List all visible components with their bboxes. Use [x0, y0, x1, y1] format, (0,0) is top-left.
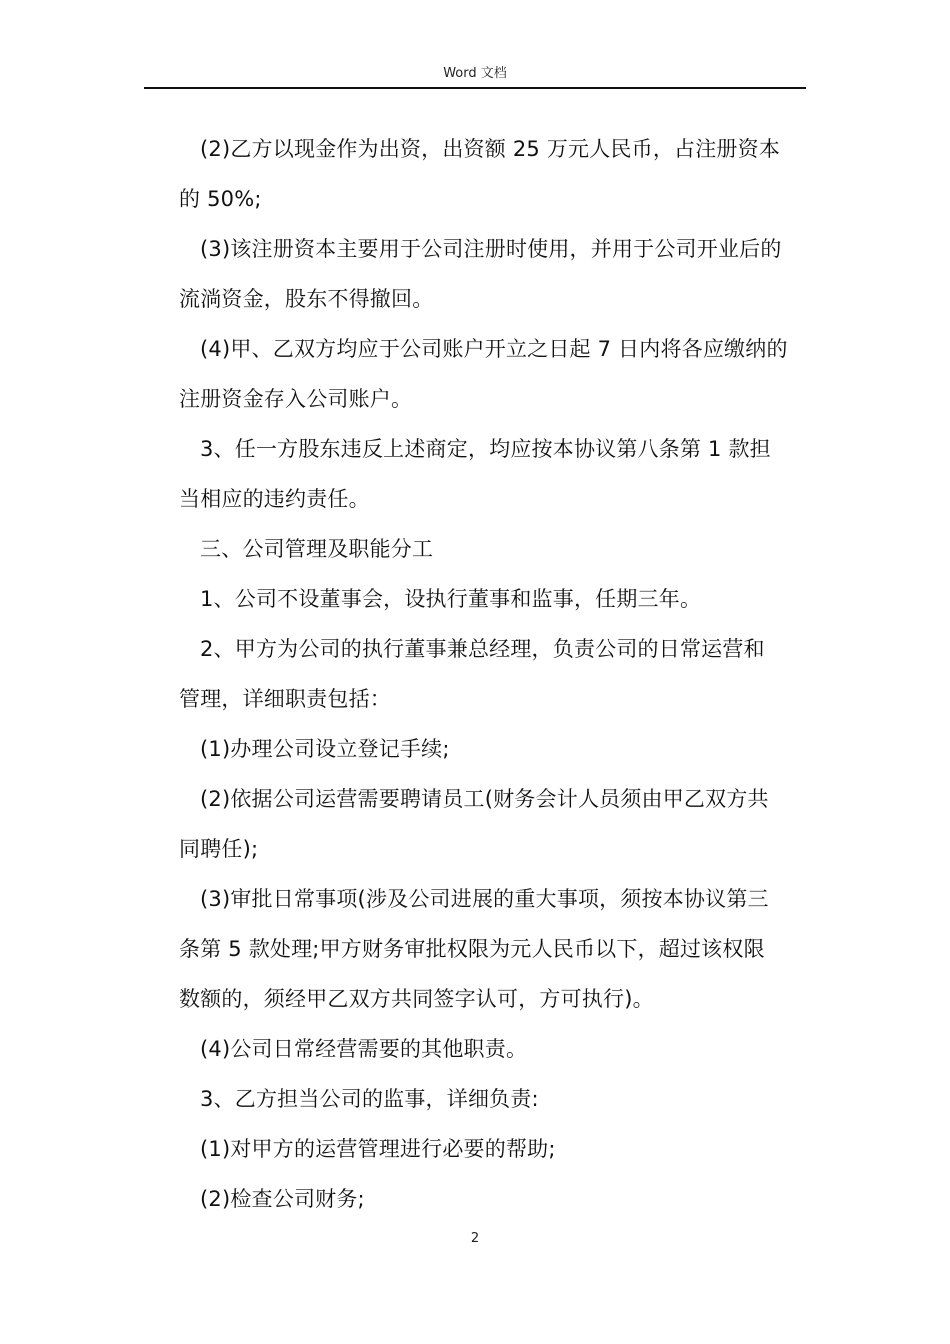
paragraph-capital-4	[179, 324, 801, 424]
paragraph-clause-3	[179, 424, 801, 524]
paragraph-line: 管理，详细职责包括：	[179, 687, 391, 711]
paragraph-capital-3	[179, 224, 801, 324]
header-divider	[144, 87, 806, 89]
paragraph-line: (3)该注册资本主要用于公司注册时使用，并用于公司开业后的	[200, 237, 782, 261]
paragraph-line: 2、甲方为公司的执行董事兼总经理，负责公司的日常运营和	[200, 637, 765, 661]
paragraph-line: 流淌资金，股东不得撤回。	[179, 287, 434, 311]
paragraph-duty-3	[179, 874, 801, 1024]
paragraph-line: (4)公司日常经营需要的其他职责。	[200, 1037, 528, 1061]
page-number: 2	[470, 1231, 480, 1246]
paragraph-management-1	[179, 574, 801, 624]
paragraph-duty-4	[179, 1024, 801, 1074]
paragraph-duty-2	[179, 774, 801, 874]
paragraph-line: (2)检查公司财务;	[200, 1187, 365, 1211]
paragraph-line: (2)依据公司运营需要聘请员工(财务会计人员须由甲乙双方共	[200, 787, 769, 811]
paragraph-line: (1)对甲方的运营管理进行必要的帮助;	[200, 1137, 556, 1161]
paragraph-line: 当相应的违约责任。	[179, 487, 370, 511]
paragraph-management-3	[179, 1074, 801, 1124]
paragraph-supervisor-1	[179, 1124, 801, 1174]
section-heading-3	[179, 524, 801, 574]
paragraph-capital-2	[179, 124, 801, 224]
paragraph-line: 注册资金存入公司账户。	[179, 387, 413, 411]
document-body	[179, 124, 801, 1224]
paragraph-line: 数额的，须经甲乙双方共同签字认可，方可执行)。	[179, 987, 654, 1011]
paragraph-line: (2)乙方以现金作为出资，出资额 25 万元人民币，占注册资本	[200, 137, 781, 161]
paragraph-duty-1	[179, 724, 801, 774]
paragraph-supervisor-2	[179, 1174, 801, 1224]
paragraph-line: 3、任一方股东违反上述商定，均应按本协议第八条第 1 款担	[200, 437, 771, 461]
paragraph-line: (1)办理公司设立登记手续;	[200, 737, 450, 761]
paragraph-line: (3)审批日常事项(涉及公司进展的重大事项，须按本协议第三	[200, 887, 769, 911]
paragraph-line: 的 50%;	[179, 187, 262, 211]
paragraph-line: 三、公司管理及职能分工	[200, 537, 434, 561]
paragraph-line: 1、公司不设董事会，设执行董事和监事，任期三年。	[200, 587, 702, 611]
paragraph-line: 条第 5 款处理;甲方财务审批权限为元人民币以下，超过该权限	[179, 937, 765, 961]
paragraph-line: 3、乙方担当公司的监事，详细负责:	[200, 1087, 539, 1111]
paragraph-line: (4)甲、乙双方均应于公司账户开立之日起 7 日内将各应缴纳的	[200, 337, 788, 361]
header-title: Word 文档	[443, 66, 507, 81]
paragraph-line: 同聘任);	[179, 837, 259, 861]
paragraph-management-2	[179, 624, 801, 724]
